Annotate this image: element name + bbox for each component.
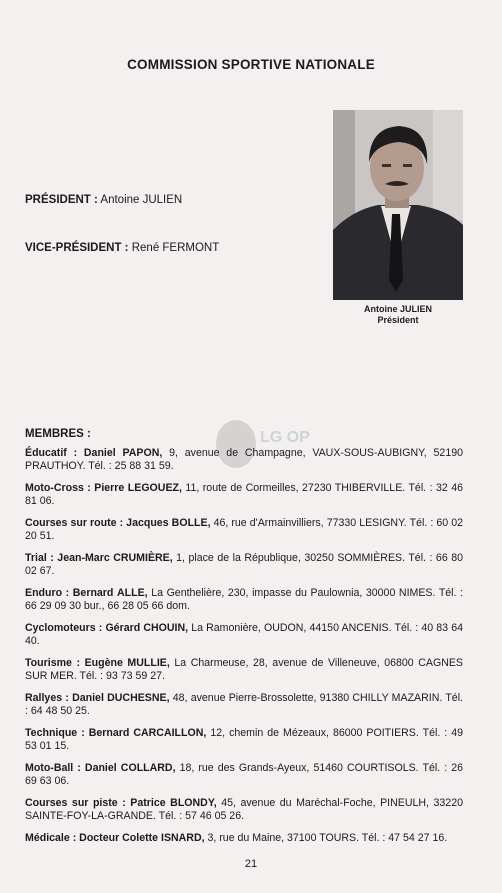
member-address: La Genthelière, 230, impasse du Paulownia, 30000 NIMES. Tél. : 66 29 09 30 bur., 66 28 05 66 dom. (25, 587, 464, 613)
member-role-label: Courses sur piste : Patrice (25, 797, 166, 809)
member-address: La Ramonière, OUDON, 44150 ANCENIS. Tél. : 40 83 64 40. (25, 622, 463, 648)
member-entry (25, 517, 463, 543)
member-entry (25, 622, 463, 648)
member-address: 45, avenue du Maréchal-Foche, PINEULH, 33220 SAINTE-FOY-LA-GRANDE. Tél. : 57 46 05 26. (25, 797, 463, 823)
member-surname: MULLIE, (127, 657, 170, 669)
member-role-label: Courses sur route : Jacques (25, 517, 169, 529)
caption-name: Antoine JULIEN (363, 304, 432, 314)
member-role-label: Moto-Cross : Pierre (25, 482, 125, 494)
member-address: 12, chemin de Mézeaux, 86000 POITIERS. Tél. : 49 53 01 15. (25, 727, 463, 753)
member-role-label: Trial : Jean-Marc (25, 552, 110, 564)
president-line (25, 194, 182, 206)
member-surname: LEGOUEZ, (127, 482, 182, 494)
member-role-label: Cyclomoteurs : Gérard (25, 622, 141, 634)
portrait-illustration (333, 110, 463, 300)
member-address: 11, route de Cormeilles, 27230 THIBERVILLE. Tél. : 32 46 81 06. (25, 482, 463, 508)
member-role-label: Éducatif : Daniel (25, 447, 116, 459)
members-title: MEMBRES : (25, 428, 91, 440)
member-surname: COLLARD, (120, 762, 176, 774)
member-entry (25, 587, 463, 613)
watermark-text: LG OP (260, 429, 310, 446)
member-surname: ISNARD, (161, 832, 205, 844)
member-entry (25, 832, 463, 845)
member-role-label: Enduro : Bernard (25, 587, 114, 599)
member-surname: ALLE, (117, 587, 148, 599)
member-entry (25, 552, 463, 578)
member-entry (25, 692, 463, 718)
member-role-label: Rallyes : Daniel (25, 692, 104, 704)
member-address: 9, avenue de Champagne, VAUX-SOUS-AUBIGNY, 52190 PRAUTHOY. Tél. : 25 88 31 59. (25, 447, 463, 473)
member-surname: BOLLE, (171, 517, 211, 529)
member-surname: PAPON, (122, 447, 163, 459)
president-name: Antoine JULIEN (100, 194, 183, 206)
member-surname: DUCHESNE, (107, 692, 170, 704)
page-title: COMMISSION SPORTIVE NATIONALE (127, 57, 375, 72)
member-address: 3, rue du Maine, 37100 TOURS. Tél. : 47 54 27 16. (204, 832, 448, 844)
vice-president-line (25, 242, 219, 254)
member-entry (25, 762, 463, 788)
member-address: La Charmeuse, 28, avenue de Villeneuve, 06800 CAGNES SUR MER. Tél. : 93 73 59 27. (25, 657, 463, 683)
member-surname: CRUMIÈRE, (113, 552, 173, 564)
member-entry (25, 482, 463, 508)
member-role-label: Technique : Bernard (25, 727, 130, 739)
member-role-label: Moto-Ball : Daniel (25, 762, 117, 774)
vice-president-label: VICE-PRÉSIDENT : (25, 242, 129, 254)
member-address: 46, rue d'Armainvilliers, 77330 LESIGNY. Tél. : 60 02 20 51. (25, 517, 463, 543)
president-photo (333, 110, 463, 300)
member-entry (25, 447, 463, 473)
member-entry (25, 797, 463, 823)
caption-role: Président (377, 315, 419, 325)
president-label: PRÉSIDENT : (25, 194, 98, 206)
member-address: 18, rue des Grands-Ayeux, 51460 COURTISOLS. Tél. : 26 69 63 06. (25, 762, 463, 788)
member-address: 48, avenue Pierre-Brossolette, 91380 CHILLY MAZARIN. Tél. : 64 48 50 25. (25, 692, 463, 718)
member-address: 1, place de la République, 30250 SOMMIÈRES. Tél. : 66 80 02 67. (25, 552, 463, 578)
photo-caption (333, 304, 463, 326)
member-role-label: Tourisme : Eugène (25, 657, 123, 669)
member-surname: CARCAILLON, (133, 727, 207, 739)
page-number: 21 (244, 858, 258, 870)
member-entry (25, 727, 463, 753)
member-entry (25, 657, 463, 683)
vice-president-name: René FERMONT (131, 242, 220, 254)
member-role-label: Médicale : Docteur Colette (25, 832, 159, 844)
member-surname: BLONDY, (170, 797, 217, 809)
members-list (25, 447, 463, 854)
member-surname: CHOUIN, (143, 622, 189, 634)
